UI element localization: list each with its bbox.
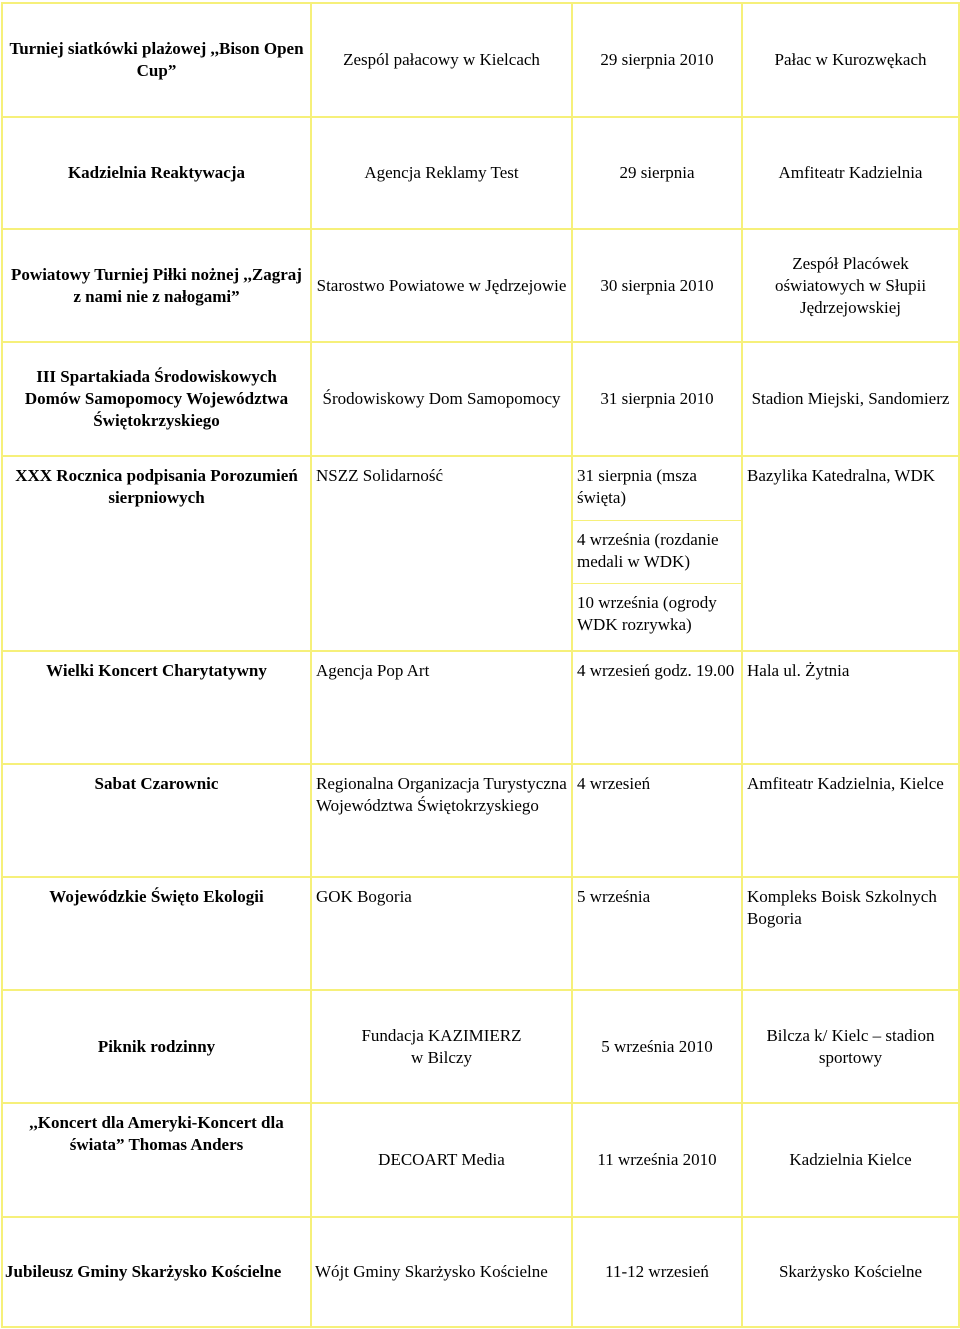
event-organizer [312,991,573,1104]
table-row [3,652,960,765]
event-place: Amfiteatr Kadzielnia, Kielce [743,765,960,878]
event-date: 5 września 2010 [573,991,743,1104]
event-place: Kompleks Boisk Szkolnych Bogoria [743,878,960,991]
event-place: Bilcza k/ Kielc – stadion sportowy [743,991,960,1104]
event-date: 10 września (ogrody WDK rozrywka) [573,583,741,646]
event-organizer: Agencja Pop Art [312,652,573,765]
event-name: Wojewódzkie Święto Ekologii [3,878,312,991]
event-name: Wielki Koncert Charytatywny [3,652,312,765]
event-date: 31 sierpnia 2010 [573,343,743,457]
event-date: 29 sierpnia 2010 [573,4,743,118]
organizer-line: w Bilczy [411,1047,472,1067]
event-organizer: GOK Bogoria [312,878,573,991]
event-name: III Spartakiada Środowiskowych Domów Samopomocy Województwa Świętokrzyskiego [3,343,312,457]
event-place: Bazylika Katedralna, WDK [743,457,960,652]
event-date: 4 wrzesień [573,765,743,878]
event-date: 11 września 2010 [573,1104,743,1218]
event-date: 30 sierpnia 2010 [573,230,743,343]
event-organizer: DECOART Media [312,1104,573,1218]
event-date: 11-12 wrzesień [573,1218,743,1328]
event-date: 31 sierpnia (msza święta) [577,466,697,507]
event-date: 29 sierpnia [573,118,743,230]
event-organizer: Agencja Reklamy Test [312,118,573,230]
organizer-line: Fundacja KAZIMIERZ [361,1025,522,1045]
event-name: XXX Rocznica podpisania Porozumień sierpniowych [3,457,312,652]
event-name: Powiatowy Turniej Piłki nożnej ,,Zagraj z nami nie z nałogami” [3,230,312,343]
event-place: Amfiteatr Kadzielnia [743,118,960,230]
table-row [3,991,960,1104]
event-name: Kadzielnia Reaktywacja [3,118,312,230]
event-place: Zespół Placówek oświatowych w Słupii Jędrzejowskiej [743,230,960,343]
event-place: Stadion Miejski, Sandomierz [743,343,960,457]
table-row [3,878,960,991]
event-name: Sabat Czarownic [3,765,312,878]
event-place: Kadzielnia Kielce [743,1104,960,1218]
event-date: 4 września (rozdanie medali w WDK) [573,520,741,583]
table-row [3,1104,960,1218]
event-dates [573,457,743,652]
event-name: Piknik rodzinny [3,991,312,1104]
events-table [1,2,960,1328]
event-organizer: Środowiskowy Dom Samopomocy [312,343,573,457]
event-name: ,,Koncert dla Ameryki-Koncert dla świata” Thomas Anders [3,1104,312,1218]
event-name: Turniej siatkówki plażowej ,,Bison Open Cup” [3,4,312,118]
table-row [3,765,960,878]
table-row [3,4,960,118]
event-place: Hala ul. Żytnia [743,652,960,765]
table-row [3,343,960,457]
event-place: Pałac w Kurozwękach [743,4,960,118]
event-organizer: Starostwo Powiatowe w Jędrzejowie [312,230,573,343]
event-date: 4 wrzesień godz. 19.00 [573,652,743,765]
event-name: Jubileusz Gminy Skarżysko Kościelne [3,1218,312,1328]
table-row [3,1218,960,1328]
event-organizer: Wójt Gminy Skarżysko Kościelne [312,1218,573,1328]
table-row [3,230,960,343]
table-row [3,118,960,230]
event-organizer: NSZZ Solidarność [312,457,573,652]
event-place: Skarżysko Kościelne [743,1218,960,1328]
event-organizer: Regionalna Organizacja Turystyczna Województwa Świętokrzyskiego [312,765,573,878]
event-date: 5 września [573,878,743,991]
event-organizer: Zespól pałacowy w Kielcach [312,4,573,118]
table-row [3,457,960,652]
